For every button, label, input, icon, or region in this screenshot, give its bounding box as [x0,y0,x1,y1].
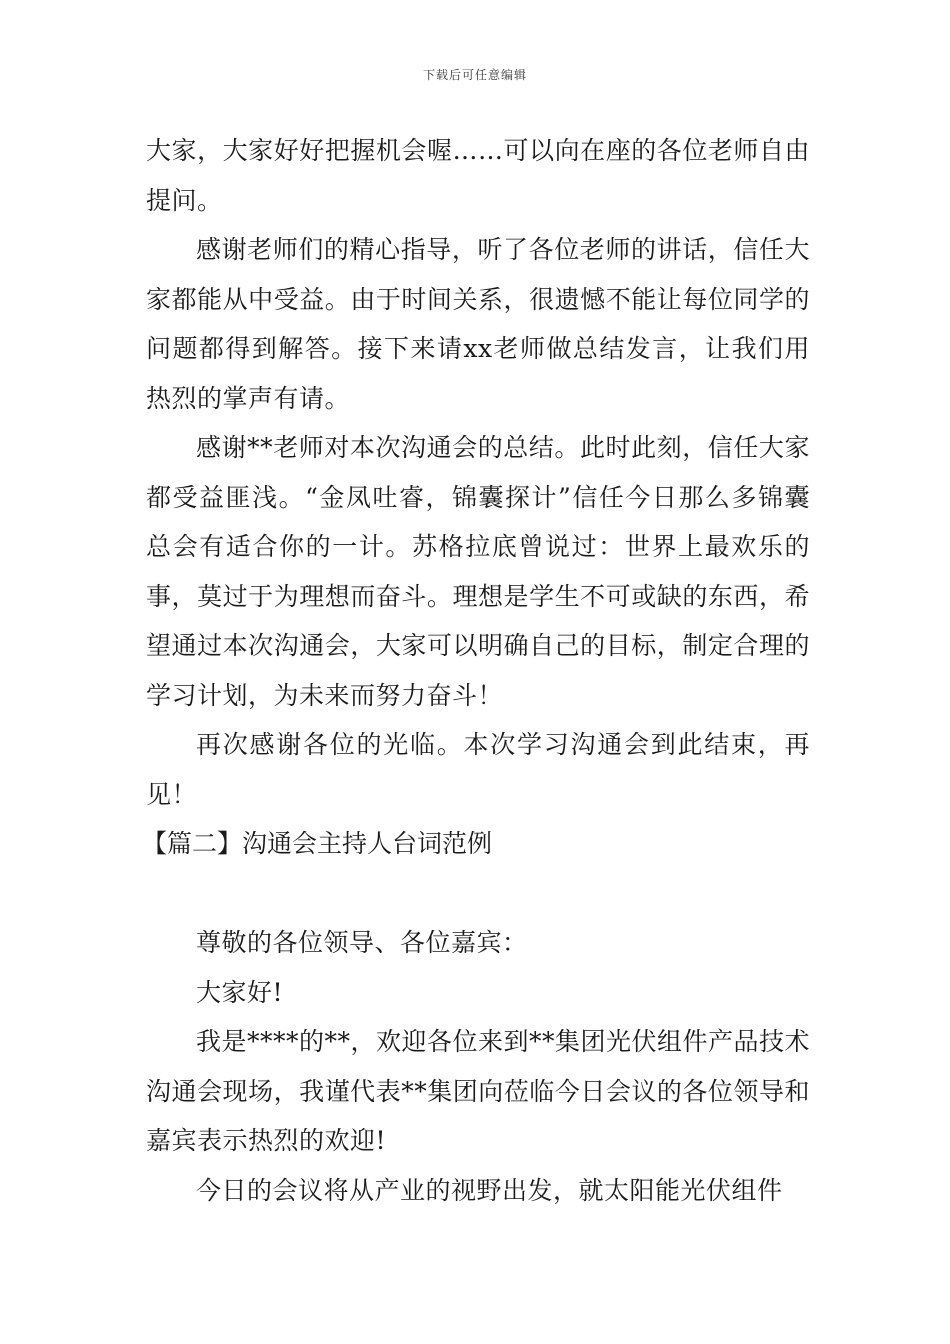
paragraph-summary-thanks: 感谢**老师对本次沟通会的总结。此时此刻，信任大家都受益匪浅。“金凤吐睿，锦囊探计”信任今日那么多锦囊总会有适合你的一计。苏格拉底曾说过：世界上最欢乐的事，莫过于为理想而奋斗。理想是学生不可或缺的东西，希望通过本次沟通会，大家可以明确自己的目标，制定合理的学习计划，为未来而努力奋斗！ [146,433,810,710]
paragraph-salutation: 尊敬的各位领导、各位嘉宾： [196,928,528,957]
paragraph-continuation: 大家，大家好好把握机会喔……可以向在座的各位老师自由提问。 [146,136,810,215]
document-body [142,126,811,1215]
page-header-note: 下载后可任意编辑 [422,68,527,82]
paragraph-closing: 再次感谢各位的光临。本次学习沟通会到此结束，再见！ [146,730,810,809]
blank-line [146,869,810,919]
section-heading: 【篇二】沟通会主持人台词范例 [142,829,493,858]
paragraph-meeting-intro: 今日的会议将从产业的视野出发，就太阳能光伏组件 [196,1175,783,1205]
paragraph-welcome: 我是****的**，欢迎各位来到**集团光伏组件产品技术沟通会现场，我谨代表**集团向莅临今日会议的各位领导和嘉宾表示热烈的欢迎! [146,1027,811,1155]
paragraph-thanks-teachers: 感谢老师们的精心指导，听了各位老师的讲话，信任大家都能从中受益。由于时间关系，很遗憾不能让每位同学的问题都得到解答。接下来请xx老师做总结发言，让我们用热烈的掌声有请。 [146,235,810,413]
paragraph-greeting: 大家好! [196,977,284,1007]
